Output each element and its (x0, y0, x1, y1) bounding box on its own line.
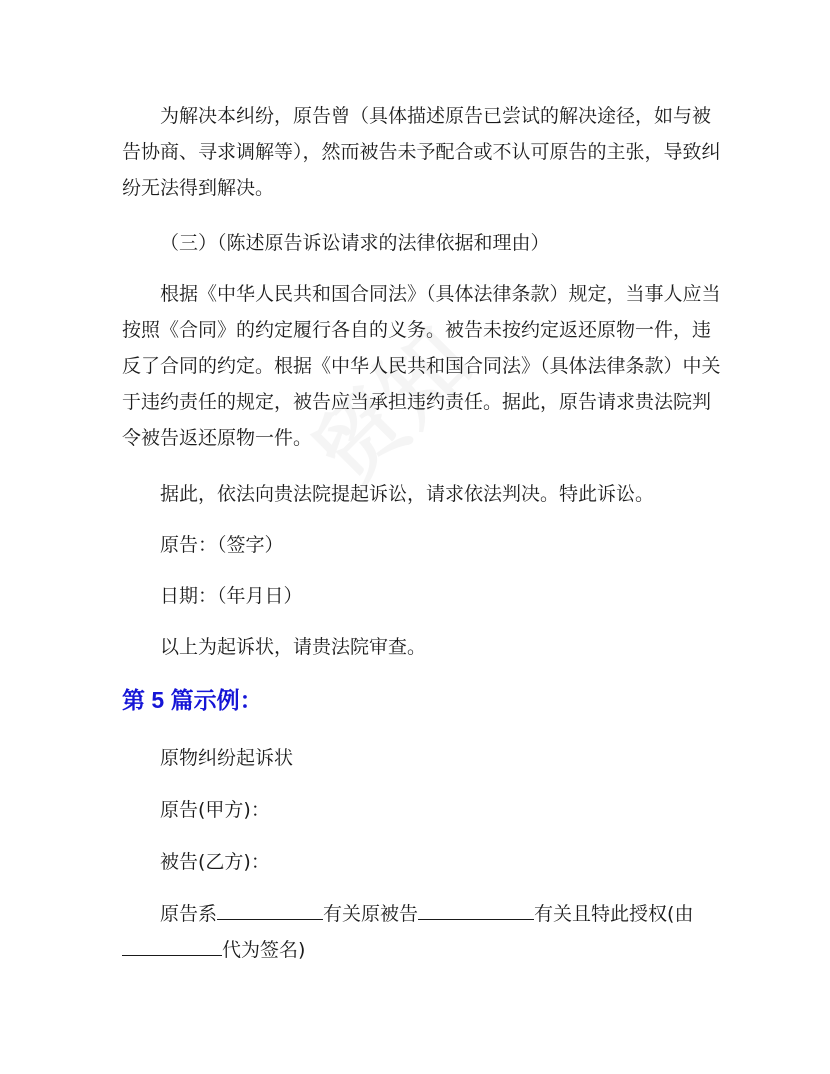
blank-line-1 (217, 899, 323, 920)
relation-text-2: 有关原被告 (323, 903, 419, 925)
plaintiff-signature-line: 原告：（签字） (160, 534, 284, 556)
section-three-heading: （三）（陈述原告诉讼请求的法律依据和理由） (160, 232, 550, 254)
paragraph-resolution-attempt: 为解决本纠纷，原告曾（具体描述原告已尝试的解决途径，如与被告协商、寻求调解等），然而被告未予配合或不认可原告的主张，导致纠纷无法得到解决。 (122, 105, 721, 199)
closing-line: 以上为起诉状，请贵法院审查。 (160, 636, 427, 658)
date-line: 日期：（年月日） (160, 585, 303, 607)
example-5-heading: 第 5 篇示例： (122, 687, 263, 713)
relation-text-4: 代为签名) (222, 939, 306, 961)
example-title: 原物纠纷起诉状 (160, 747, 294, 769)
defendant-field: 被告(乙方)： (160, 851, 270, 873)
blank-line-3 (122, 935, 222, 956)
relation-clause (122, 896, 722, 968)
relation-text-3: 有关且特此授权(由 (534, 903, 694, 925)
blank-line-2 (418, 899, 534, 920)
paragraph-conclusion: 据此，依法向贵法院提起诉讼，请求依法判决。特此诉讼。 (160, 483, 655, 505)
relation-text-1: 原告系 (160, 903, 218, 925)
plaintiff-field: 原告(甲方)： (160, 799, 270, 821)
paragraph-legal-basis: 根据《中华人民共和国合同法》（具体法律条款）规定，当事人应当按照《合同》的约定履行各自的义务。被告未按约定返还原物一件，违反了合同的约定。根据《中华人民共和国合同法》（具体法律条款）中关于违约责任的规定，被告应当承担违约责任。据此，原告请求贵法院判令被告返还原物一件。 (122, 283, 721, 449)
